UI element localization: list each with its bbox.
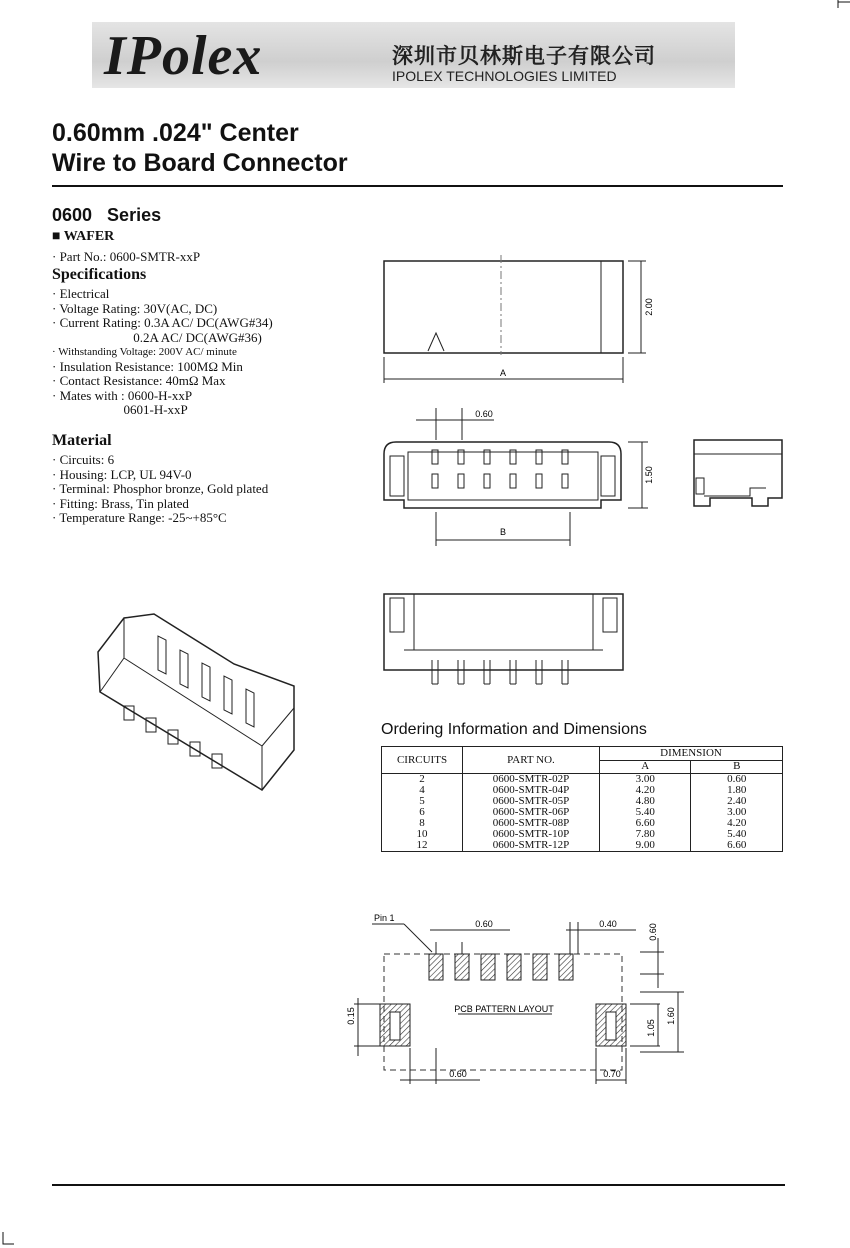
table-cell-part: 0600-SMTR-02P [463, 774, 600, 786]
table-cell-part: 0600-SMTR-08P [463, 818, 600, 829]
pcb-bottom-a-dim: 0.60 [449, 1069, 467, 1079]
table-cell-part: 0600-SMTR-06P [463, 807, 600, 818]
front-view-width-dim: B [499, 527, 507, 537]
front-view-height-dim: 1.50 [644, 466, 654, 484]
page-title [52, 118, 348, 178]
table-cell-b: 5.40 [691, 829, 783, 840]
bottom-view-drawing [376, 590, 636, 690]
ordering-title: Ordering Information and Dimensions [381, 721, 647, 738]
front-view-drawing [376, 402, 666, 547]
spec-line: · Current Rating: 0.3A AC/ DC(AWG#34) [52, 315, 273, 330]
table-cell-b: 4.20 [691, 818, 783, 829]
top-view-drawing [376, 255, 666, 390]
spec-line: · Contact Resistance: 40mΩ Max [52, 373, 226, 388]
specifications-heading: Specifications [52, 266, 147, 283]
table-cell-circuits: 10 [382, 829, 463, 840]
material-line: · Terminal: Phosphor bronze, Gold plated [52, 481, 269, 496]
top-view-height-dim: 2.00 [644, 298, 654, 316]
material-line: · Fitting: Brass, Tin plated [52, 495, 189, 511]
table-row [382, 840, 783, 852]
front-view-contacts [432, 450, 568, 488]
company-name-chinese: 深圳市贝林斯电子有限公司 [392, 44, 656, 68]
ordering-table [381, 746, 783, 852]
table-cell-a: 5.40 [600, 807, 691, 818]
table-cell-circuits: 8 [382, 818, 463, 829]
pcb-pad-width-dim: 0.40 [599, 919, 617, 929]
spec-line: · Insulation Resistance: 100MΩ Min [52, 358, 243, 374]
col-circuits: CIRCUITS [382, 747, 463, 774]
material-line: · Housing: LCP, UL 94V-0 [52, 466, 192, 482]
wafer-heading: ■ WAFER [52, 229, 115, 244]
part-number: · Part No.: 0600-SMTR-xxP [52, 249, 201, 264]
table-cell-b: 2.40 [691, 796, 783, 807]
spec-line: · Mates with : 0600-H-xxP [52, 387, 193, 403]
table-row [382, 807, 783, 818]
spec-line: 0.2A AC/ DC(AWG#36) [52, 329, 262, 345]
table-cell-part: 0600-SMTR-10P [463, 829, 600, 840]
crop-mark-top-right [820, 0, 850, 12]
table-cell-part: 0600-SMTR-12P [463, 840, 600, 852]
material-line: · Circuits: 6 [52, 452, 115, 467]
table-row [382, 774, 783, 786]
top-view-width-dim: A [499, 368, 507, 378]
table-cell-a: 4.20 [600, 785, 691, 796]
table-cell-b: 0.60 [691, 774, 783, 786]
front-view-pitch-dim: 0.60 [475, 409, 493, 419]
company-logo: IPolex [104, 25, 263, 87]
col-dimension: DIMENSION [600, 747, 783, 761]
pcb-signal-pads [429, 954, 573, 980]
table-cell-circuits: 6 [382, 807, 463, 818]
table-cell-b: 1.80 [691, 785, 783, 796]
table-cell-a: 7.80 [600, 829, 691, 840]
pcb-bottom-b-dim: 0.70 [603, 1069, 621, 1079]
spec-line: · Voltage Rating: 30V(AC, DC) [52, 300, 218, 316]
title-line-2: Wire to Board Connector [52, 149, 348, 177]
spec-line: · Withstanding Voltage: 200V AC/ minute [52, 346, 237, 358]
table-row [382, 829, 783, 840]
table-cell-circuits: 5 [382, 796, 463, 807]
table-cell-a: 9.00 [600, 840, 691, 852]
series-heading: 0600 Series [52, 205, 162, 225]
title-line-1: 0.60mm .024" Center [52, 119, 299, 147]
table-cell-a: 4.80 [600, 796, 691, 807]
table-row [382, 785, 783, 796]
table-row [382, 796, 783, 807]
table-cell-circuits: 4 [382, 785, 463, 796]
company-banner [92, 22, 735, 88]
material-line: · Temperature Range: -25~+85°C [52, 510, 227, 525]
table-cell-circuits: 12 [382, 840, 463, 852]
material-heading: Material [52, 432, 112, 449]
pcb-left-dim: 0.15 [346, 1007, 356, 1025]
side-view-drawing [690, 436, 790, 516]
spec-line: · Electrical [52, 286, 110, 301]
table-cell-part: 0600-SMTR-04P [463, 785, 600, 796]
pin1-label: Pin 1 [374, 913, 395, 923]
col-part-no: PART NO. [463, 747, 600, 774]
table-row [382, 818, 783, 829]
pcb-height-b-dim: 1.60 [666, 1007, 676, 1025]
pcb-pitch-dim: 0.60 [475, 919, 493, 929]
table-cell-a: 3.00 [600, 774, 691, 786]
pcb-pad-height-dim: 0.60 [648, 923, 658, 941]
material-list [52, 453, 268, 526]
pcb-layout-label: PCB PATTERN LAYOUT [454, 1004, 554, 1014]
col-a: A [600, 760, 691, 774]
company-name-english: IPOLEX TECHNOLOGIES LIMITED [392, 68, 617, 84]
connector-isometric-drawing [84, 600, 314, 795]
table-cell-b: 6.60 [691, 840, 783, 852]
crop-mark-bottom-left [0, 1232, 20, 1248]
pcb-layout-drawing [340, 908, 700, 1088]
table-cell-circuits: 2 [382, 774, 463, 786]
table-cell-part: 0600-SMTR-05P [463, 796, 600, 807]
specifications-list [52, 287, 273, 418]
col-b: B [691, 760, 783, 774]
pcb-height-a-dim: 1.05 [646, 1019, 656, 1037]
table-cell-a: 6.60 [600, 818, 691, 829]
title-divider [52, 185, 783, 187]
spec-line: 0601-H-xxP [52, 402, 188, 417]
footer-divider [52, 1184, 785, 1186]
bottom-view-leads [432, 660, 568, 684]
table-cell-b: 3.00 [691, 807, 783, 818]
